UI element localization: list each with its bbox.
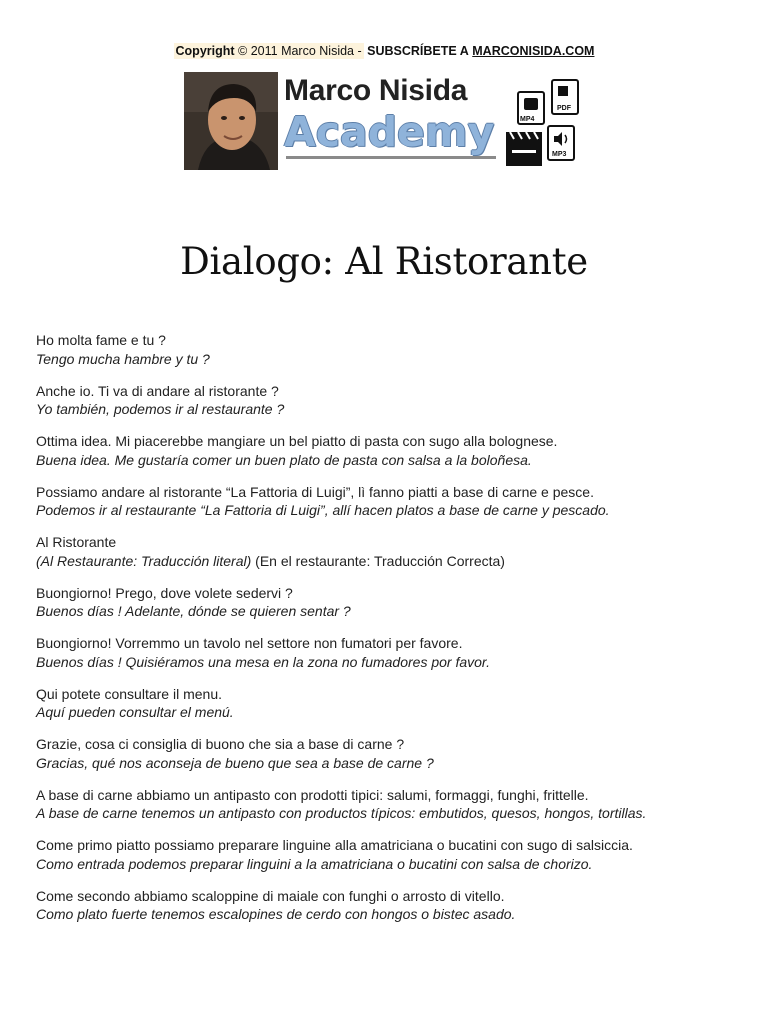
dialogue [36,331,736,937]
spanish-line: Como plato fuerte tenemos escalopines de cerdo con hongos o bistec asado. [36,906,516,922]
dialogue-line [36,584,736,621]
author-photo [184,72,278,170]
italian-line: Qui potete consultare il menu. [36,685,222,702]
italian-line: Buongiorno! Prego, dove volete sedervi ? [36,584,293,601]
spanish-line: Tengo mucha hambre y tu ? [36,350,210,367]
dialogue-line [36,887,736,924]
copyright-line [0,44,768,58]
dialogue-line [36,786,736,823]
copyright-notice [174,43,364,59]
italian-line: Possiamo andare al ristorante “La Fattoria di Luigi”, lì fanno piatti a base di carne e pesce. [36,483,594,500]
spanish-line-with-note [36,552,736,571]
brand-underline [286,156,496,159]
italian-line: Anche io. Ti va di andare al ristorante ? [36,382,279,399]
dialogue-line [36,836,736,873]
pdf-icon [552,80,578,114]
dialogue-line [36,533,736,570]
mp4-icon [518,92,544,124]
spanish-line: Como entrada podemos preparar linguini a la amatriciana o bucatini con salsa de chorizo. [36,855,593,872]
dialogue-line [36,382,736,419]
italian-line: Ottima idea. Mi piacerebbe mangiare un bel piatto di pasta con sugo alla bolognese. [36,433,558,449]
mp4-label: MP4 [520,116,535,123]
italian-line: Grazie, cosa ci consiglia di buono che sia a base di carne ? [36,736,405,752]
spanish-line: Aquí pueden consultar el menú. [36,704,234,720]
academy-logo[interactable] [184,72,584,172]
dialogue-line [36,634,736,671]
subscribe-text: SUBSCRÍBETE A [367,44,469,58]
page-title: Dialogo: Al Ristorante [180,240,588,283]
clapperboard-icon [506,132,542,166]
spanish-line: Buena idea. Me gustaría comer un buen plato de pasta con salsa a la boloñesa. [36,451,532,468]
mp3-label: MP3 [552,151,567,158]
spanish-line: A base de carne tenemos un antipasto con productos típicos: embutidos, quesos, hongos, tortillas. [36,805,647,821]
copyright-label: Copyright [175,44,235,58]
correct-translation-note: (En el restaurante: Traducción Correcta) [251,552,505,569]
brand-subtitle: Academy [284,108,495,156]
mp3-icon [548,126,574,160]
spanish-line: Podemos ir al restaurante “La Fattoria di Luigi”, allí hacen platos a base de carne y pescado. [36,502,610,518]
italian-line: A base di carne abbiamo un antipasto con prodotti tipici: salumi, formaggi, funghi, frittelle. [36,786,589,803]
dialogue-line [36,432,736,469]
literal-translation-note: (Al Restaurante: Traducción literal) [36,552,252,569]
italian-line: Buongiorno! Vorremmo un tavolo nel settore non fumatori per favore. [36,635,463,651]
italian-line: Al Ristorante [36,534,117,550]
dialogue-line [36,483,736,520]
dialogue-line [36,685,736,722]
spanish-line: Buenos días ! Adelante, dónde se quieren sentar ? [36,603,351,619]
media-icons [504,76,584,170]
italian-line: Ho molta fame e tu ? [36,332,166,348]
italian-line: Come primo piatto possiamo preparare linguine alla amatriciana o bucatini con sugo di salsiccia. [36,837,633,853]
pdf-label: PDF [557,105,571,112]
copyright-rest: © 2011 Marco Nisida - [238,44,362,58]
italian-line: Come secondo abbiamo scaloppine di maiale con funghi o arrosto di vitello. [36,887,505,904]
subscribe-link[interactable]: MARCONISIDA.COM [472,44,595,58]
brand-name: Marco Nisida [284,74,468,107]
dialogue-line [36,735,736,772]
spanish-line: Yo también, podemos ir al restaurante ? [36,401,285,417]
spanish-line: Buenos días ! Quisiéramos una mesa en la zona no fumadores por favor. [36,653,490,670]
dialogue-line [36,331,736,368]
spanish-line: Gracias, qué nos aconseja de bueno que sea a base de carne ? [36,754,434,771]
